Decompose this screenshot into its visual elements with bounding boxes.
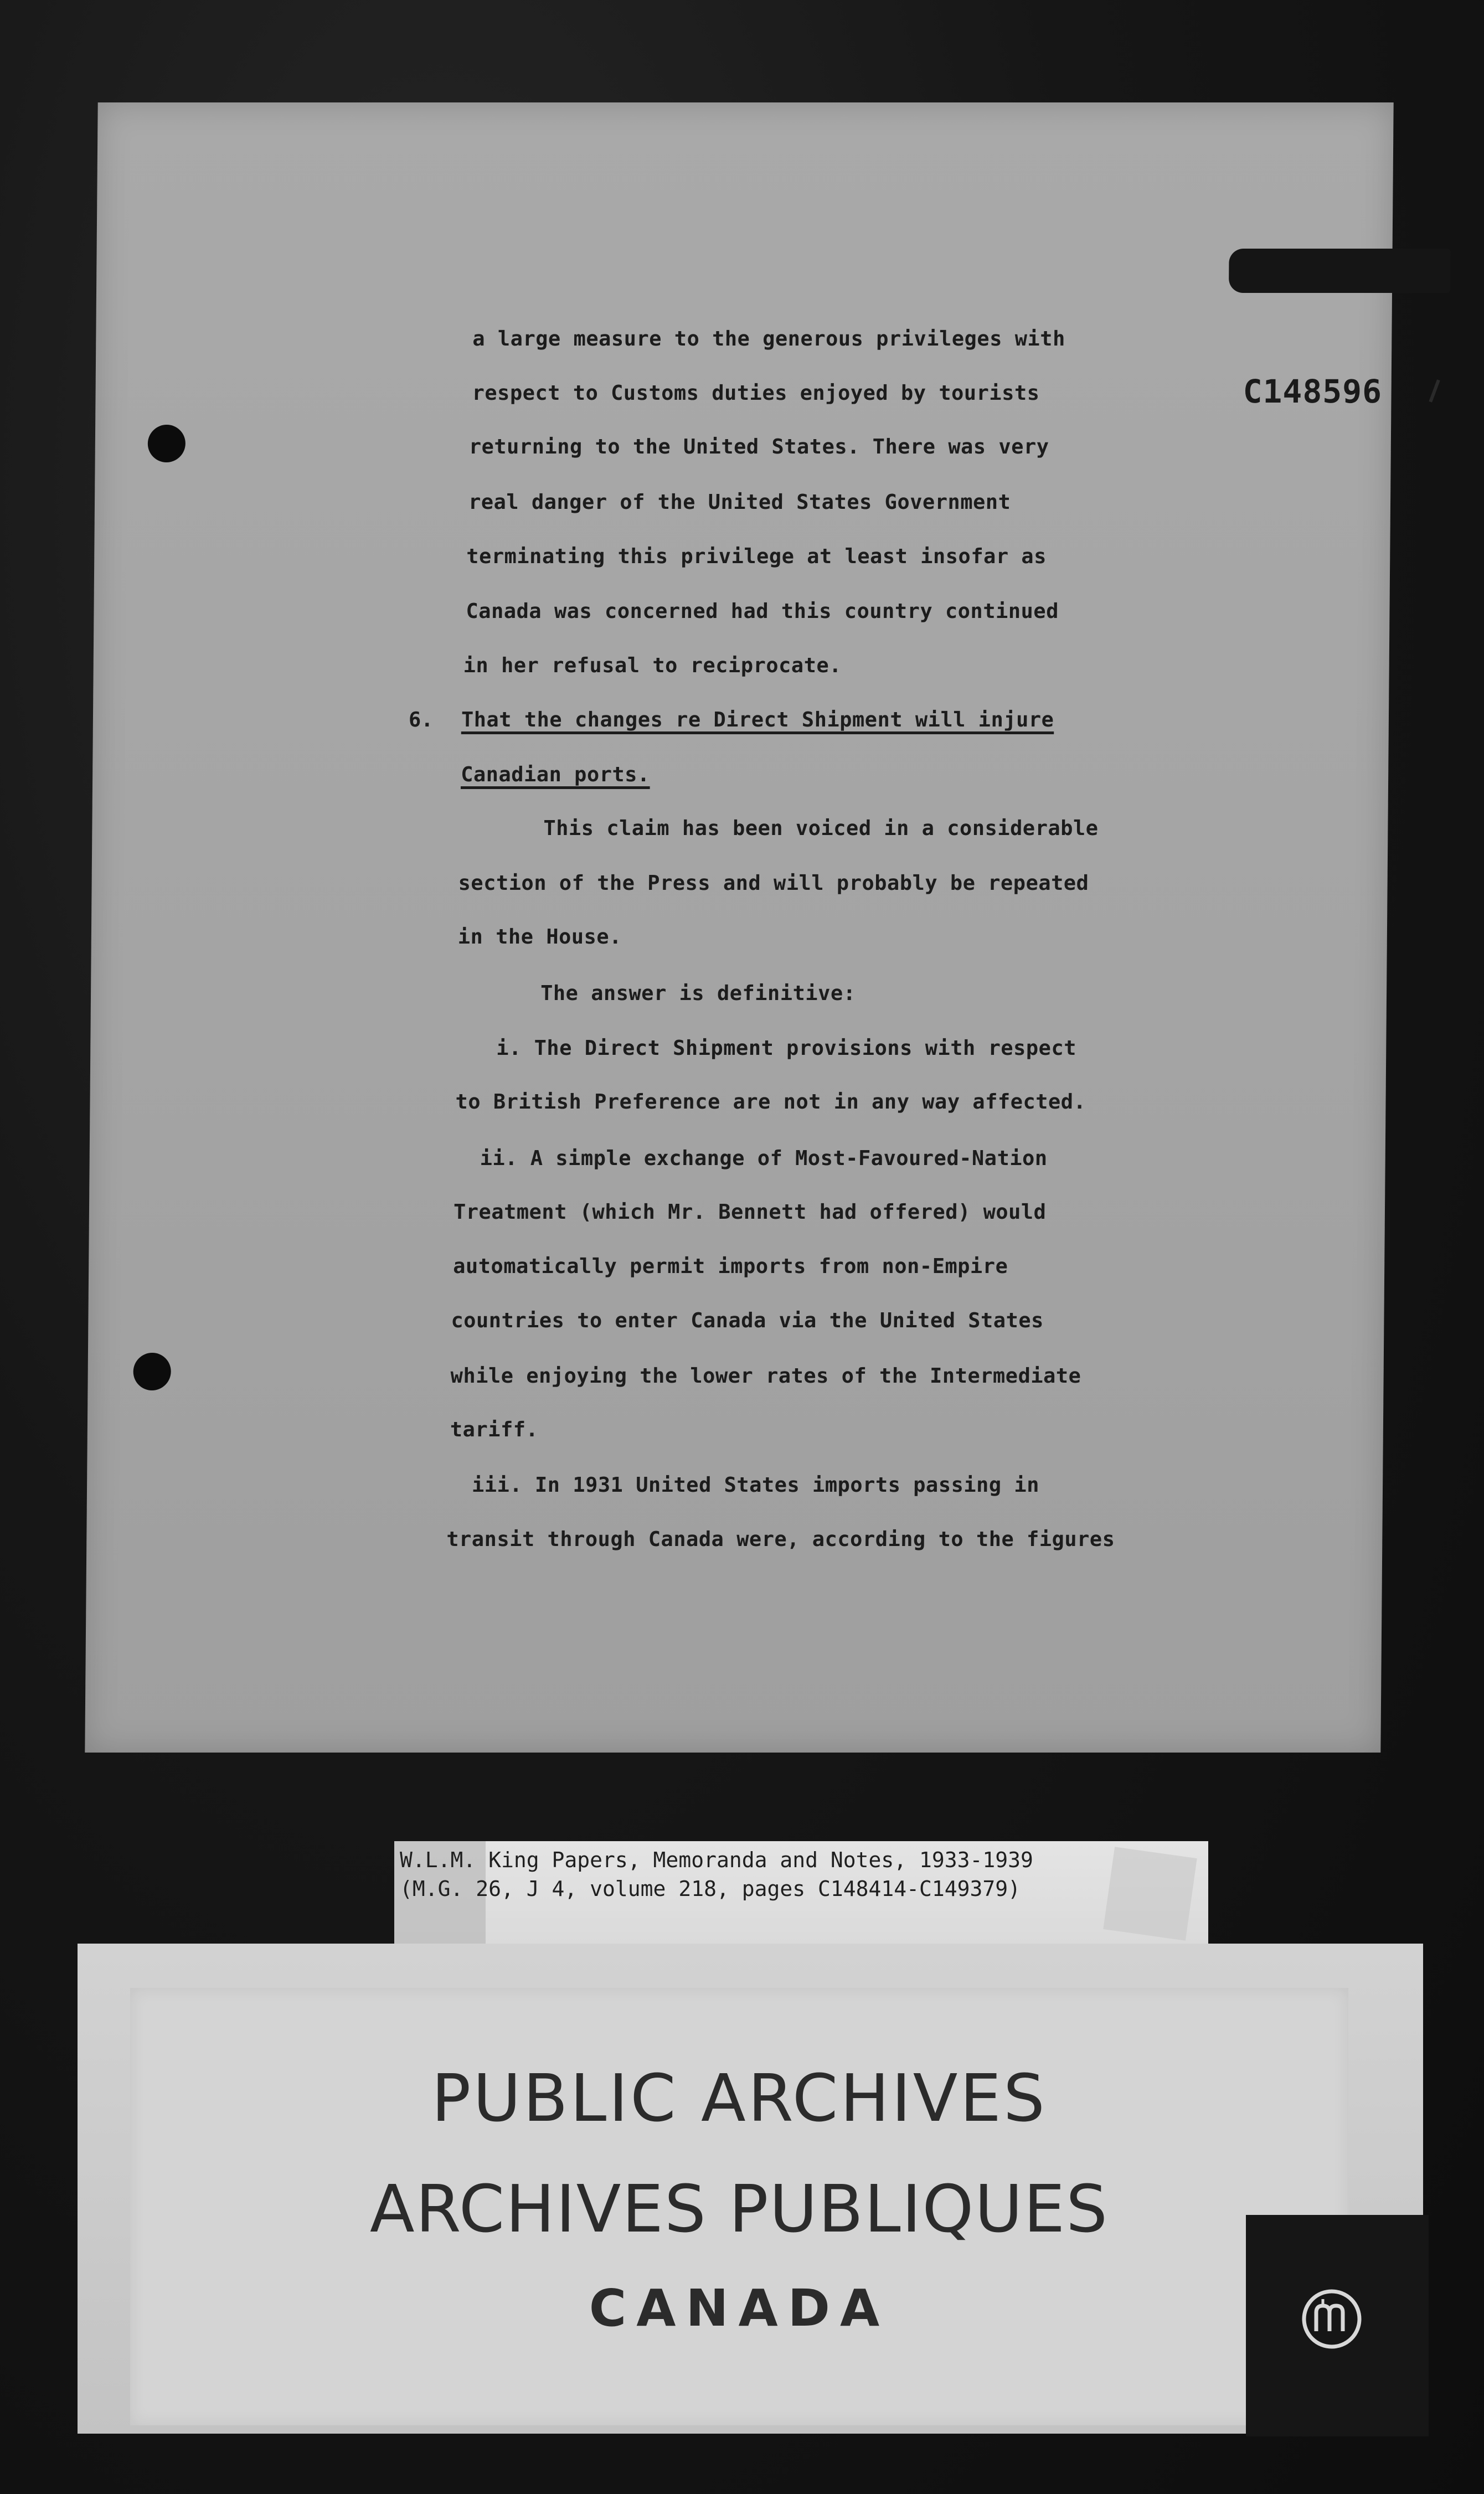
list-item: iii. In 1931 United States imports passing in [471,1473,1040,1497]
section-number: 6. [408,708,434,731]
tape-strip [1103,1847,1197,1940]
archive-reference-line: W.L.M. King Papers, Memoranda and Notes, 1933-1939 [400,1848,1033,1872]
memo-line: section of the Press and will probably be repeated [458,871,1089,895]
archive-reference-line: (M.G. 26, J 4, volume 218, pages C148414-C149379) [400,1877,1021,1901]
memo-page [85,102,1393,1753]
archives-title-english: PUBLIC ARCHIVES [431,2060,1047,2136]
archives-card-label [130,1988,1348,2425]
archives-monogram-icon [1298,2286,1365,2352]
archive-reference-slip [394,1841,1208,1946]
section-heading: That the changes re Direct Shipment will injure [461,708,1054,731]
list-item: ii. A simple exchange of Most-Favoured-Nation [480,1146,1048,1170]
memo-line: Canada was concerned had this country continued [466,599,1059,623]
memo-line: This claim has been voiced in a considerable [543,816,1099,840]
list-item-continuation: transit through Canada were, according to the figures [446,1527,1115,1551]
archives-card [78,1944,1423,2434]
list-item: i. The Direct Shipment provisions with respect [496,1036,1077,1060]
document-reference-number: C148596 [1243,373,1383,410]
section-heading: Canadian ports. [461,762,650,786]
archives-title-french: ARCHIVES PUBLIQUES [369,2171,1109,2247]
list-item-continuation: to British Preference are not in any way affected. [455,1090,1086,1114]
archives-country: CANADA [589,2279,890,2338]
redaction-bar [1229,249,1451,293]
memo-line: terminating this privilege at least insofar as [466,544,1047,568]
memo-line: in the House. [457,925,622,949]
memo-line: returning to the United States. There was very [468,435,1049,458]
list-item-continuation: while enjoying the lower rates of the Intermediate [450,1364,1081,1388]
list-item-continuation: tariff. [450,1418,539,1441]
memo-line: in her refusal to reciprocate. [463,653,842,677]
list-item-continuation: countries to enter Canada via the United States [451,1308,1044,1332]
punch-hole-top [148,425,186,462]
memo-line: real danger of the United States Government [468,490,1011,514]
memo-line: a large measure to the generous privileges with [472,327,1065,351]
memo-line: respect to Customs duties enjoyed by tourists [472,381,1040,405]
list-item-continuation: automatically permit imports from non-Empire [453,1254,1008,1278]
punch-hole-bottom [133,1353,171,1390]
list-item-continuation: Treatment (which Mr. Bennett had offered) would [453,1200,1047,1224]
memo-line: The answer is definitive: [540,981,856,1005]
